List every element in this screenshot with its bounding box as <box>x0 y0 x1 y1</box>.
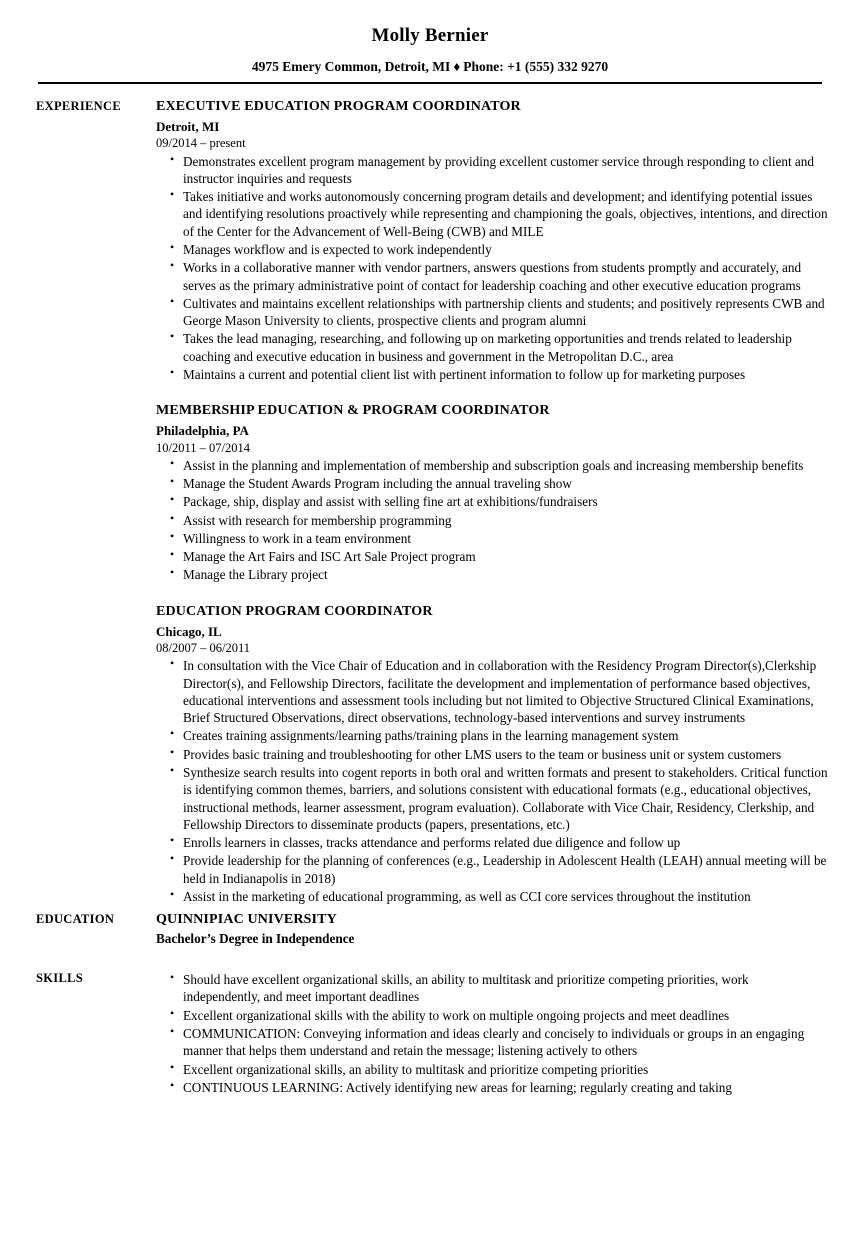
education-entries <box>156 911 860 948</box>
section-education <box>0 911 860 948</box>
job-location: Detroit, MI <box>156 119 220 135</box>
job-responsibility-list <box>156 153 828 384</box>
section-experience <box>0 98 860 905</box>
experience-entries <box>156 98 860 905</box>
list-item: • Manage the Art Fairs and ISC Art Sale Project program <box>156 548 828 565</box>
job-location: Philadelphia, PA <box>156 423 249 439</box>
job-responsibility-list <box>156 657 828 905</box>
list-item: • Willingness to work in a team environment <box>156 530 828 547</box>
header-divider <box>38 82 822 84</box>
resume-body <box>0 98 860 1096</box>
list-item: • Maintains a current and potential client list with pertinent information to follow up for marketing purposes <box>156 366 828 383</box>
education-degree: Bachelor’s Degree in Independence <box>156 931 355 947</box>
job-title: MEMBERSHIP EDUCATION & PROGRAM COORDINATOR <box>156 403 550 419</box>
list-item: • Assist with research for membership programming <box>156 512 828 529</box>
skills-entries <box>156 970 860 1096</box>
list-item: • Creates training assignments/learning paths/training plans in the learning management system <box>156 727 828 744</box>
job-title: EDUCATION PROGRAM COORDINATOR <box>156 603 433 619</box>
job-dates: 09/2014 – present <box>156 136 246 151</box>
section-skills <box>0 970 860 1096</box>
list-item: • Excellent organizational skills, an ability to multitask and prioritize competing priorities <box>156 1061 828 1078</box>
experience-item <box>156 603 828 906</box>
section-label-education: EDUCATION <box>36 912 115 927</box>
list-item: • Demonstrates excellent program management by providing excellent customer service through responding to client and instructor inquiries and requests <box>156 153 828 188</box>
list-item: • Manage the Student Awards Program including the annual traveling show <box>156 475 828 492</box>
list-item: • Assist in the planning and implementation of membership and subscription goals and increasing membership benefits <box>156 457 828 474</box>
contact-phone: Phone: +1 (555) 332 9270 <box>463 58 609 74</box>
job-dates: 10/2011 – 07/2014 <box>156 440 250 455</box>
list-item: • COMMUNICATION: Conveying information and ideas clearly and concisely to individuals or groups in an engaging manner that helps them understand and retain the message; listening actively to others <box>156 1025 828 1060</box>
list-item: • Enrolls learners in classes, tracks attendance and performs related due diligence and follow up <box>156 834 828 851</box>
list-item: • Provide leadership for the planning of conferences (e.g., Leadership in Adolescent Health (LEAH) annual meeting will be held in Indianapolis in 2018) <box>156 852 828 887</box>
list-item: • Assist in the marketing of educational programming, as well as CCI core services throughout the institution <box>156 888 828 905</box>
experience-item <box>156 98 828 383</box>
contact-address: 4975 Emery Common, Detroit, MI <box>251 58 451 74</box>
contact-line <box>0 59 860 75</box>
education-school: QUINNIPIAC UNIVERSITY <box>156 912 337 928</box>
list-item: • Works in a collaborative manner with vendor partners, answers questions from students promptly and accurately, and serves as the primary administrative point of contact for leadership coaching and other executive education programs <box>156 259 828 294</box>
list-item: • Manages workflow and is expected to work independently <box>156 241 828 258</box>
resume-header <box>0 0 860 84</box>
list-item: • CONTINUOUS LEARNING: Actively identifying new areas for learning; regularly creating and taking <box>156 1079 828 1096</box>
list-item: • Provides basic training and troubleshooting for other LMS users to the team or business unit or system customers <box>156 746 828 763</box>
job-dates: 08/2007 – 06/2011 <box>156 641 250 656</box>
section-label-skills: SKILLS <box>36 971 83 986</box>
skills-list <box>156 971 828 1096</box>
list-item: • Takes initiative and works autonomously concerning program details and development; and identifying potential issues and identifying resolutions proactively while representing and championing the goals, objectives, intentions, and direction of the Center for the Advancement of Well-Being (CWB) and MILE <box>156 188 828 240</box>
list-item: • Cultivates and maintains excellent relationships with partnership clients and students; and positively represents CWB and George Mason University to clients, prospective clients and program alumni <box>156 295 828 330</box>
job-responsibility-list <box>156 457 828 584</box>
list-item: • Synthesize search results into cogent reports in both oral and written formats and present to stakeholders. Critical function is identifying common themes, barriers, and solutions consistent with educational formats (e.g., educational objectives, instructional methods, learner assessment, program evaluation). Collaborate with Vice Chair, Residency, Clerkship, and Fellowship Directors to disseminate products (papers, presentations, etc.) <box>156 764 828 833</box>
list-item: • Excellent organizational skills with the ability to work on multiple ongoing projects and meet deadlines <box>156 1007 828 1024</box>
list-item: • Manage the Library project <box>156 566 828 583</box>
section-label-experience: EXPERIENCE <box>36 98 121 113</box>
list-item: • Takes the lead managing, researching, and following up on marketing opportunities and trends related to leadership coaching and executive education in business and government in the Metropolitan D.C., area <box>156 330 828 365</box>
job-location: Chicago, IL <box>156 623 222 639</box>
list-item: • In consultation with the Vice Chair of Education and in collaboration with the Residency Program Director(s),Clerkship Director(s), and Fellowship Directors, facilitate the development and implementation of performance based objectives, educational interventions and assessment tools including but not limited to Objective Structured Clinical Examinations, Brief Structured Observations, direct observations, technology-based interventions and survey instruments <box>156 657 828 726</box>
diamond-separator-icon: ♦ <box>453 58 461 74</box>
candidate-name: Molly Bernier <box>371 25 489 46</box>
job-title: EXECUTIVE EDUCATION PROGRAM COORDINATOR <box>156 98 521 114</box>
list-item: • Should have excellent organizational skills, an ability to multitask and prioritize competing priorities, work independently, and meet important deadlines <box>156 971 828 1006</box>
list-item: • Package, ship, display and assist with selling fine art at exhibitions/fundraisers <box>156 493 828 510</box>
experience-item <box>156 402 828 584</box>
